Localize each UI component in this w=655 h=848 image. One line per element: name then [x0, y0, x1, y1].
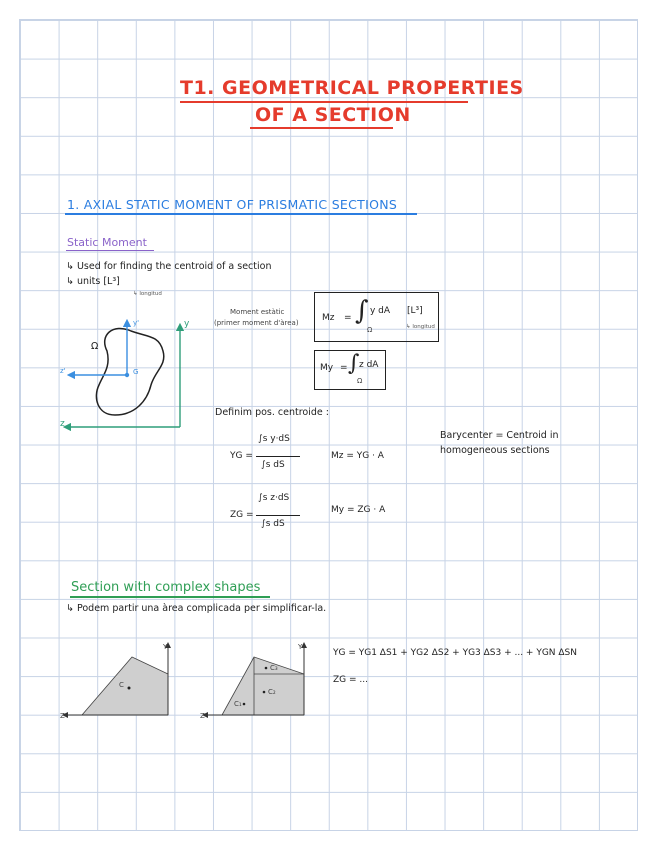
bullet-centroid: ↳ Used for finding the centroid of a section	[66, 261, 272, 272]
formula-my-integrand: z dA	[359, 360, 379, 370]
zg-numerator: ∫s z·dS	[258, 493, 290, 503]
yg-lhs: YG =	[230, 451, 253, 461]
label-z: z	[60, 419, 65, 429]
fig2-label-c1: C₁	[234, 700, 242, 708]
formula-mz-lhs: Mz	[322, 313, 335, 323]
centroid-point	[125, 373, 129, 377]
formula-mz-integrand: y dA	[370, 306, 391, 316]
yg-relation: Mz = YG · A	[331, 451, 384, 461]
centroid-c3-dot	[265, 667, 268, 670]
zg-relation: My = ZG · A	[331, 505, 386, 515]
zg-lhs: ZG =	[230, 510, 254, 520]
units-note: ↳ longitud	[133, 291, 162, 297]
complex-shapes-heading: Section with complex shapes	[71, 580, 261, 595]
complex-shape-figure-2	[200, 642, 320, 722]
formula-mz-domain: Ω	[367, 326, 373, 334]
shape-1-polygon	[82, 657, 168, 715]
label-zprime: z'	[60, 367, 66, 375]
title-underline-2	[250, 127, 393, 129]
zg-fraction-bar	[256, 515, 300, 516]
label-G: G	[133, 368, 139, 376]
zg-denominator: ∫s dS	[261, 519, 285, 529]
complex-shapes-underline	[70, 596, 270, 598]
formula-my-lhs: My	[320, 363, 334, 373]
fig1-label-y: Y	[163, 643, 168, 651]
bullet-units: ↳ units [L³]	[66, 276, 120, 287]
barycenter-note-2: homogeneous sections	[440, 445, 550, 456]
moment-label-2: (primer moment d'àrea)	[214, 319, 299, 327]
section-1-heading: 1. AXIAL STATIC MOMENT OF PRISMATIC SECTIONS	[67, 197, 398, 212]
label-yprime: y'	[133, 319, 140, 327]
yg-fraction-bar	[256, 456, 300, 457]
composite-zg-formula: ZG = ...	[333, 675, 368, 685]
centroid-c-dot	[128, 687, 131, 690]
fig2-label-y: Y	[298, 643, 303, 651]
yg-denominator: ∫s dS	[261, 460, 285, 470]
title-underline-1	[180, 101, 468, 103]
formula-mz-units: [L³]	[407, 306, 423, 316]
formula-my-domain: Ω	[357, 377, 363, 385]
composite-yg-formula: YG = YG1 ΔS1 + YG2 ΔS2 + YG3 ΔS3 + ... + YGN ΔSN	[333, 648, 577, 658]
integral-sign-my: ∫	[348, 351, 360, 376]
formula-mz-note: ↳ longitud	[406, 324, 435, 330]
centroid-figure	[55, 315, 205, 435]
fig2-label-z: Z	[200, 712, 205, 720]
section-1-underline	[65, 213, 417, 215]
integral-sign-mz: ∫	[355, 296, 369, 326]
moment-label-1: Moment estàtic	[230, 308, 285, 316]
static-moment-subheading: Static Moment	[67, 236, 147, 249]
static-moment-underline	[66, 250, 154, 251]
complex-shapes-bullet: ↳ Podem partir una àrea complicada per simplificar-la.	[66, 603, 327, 614]
centroid-c2-dot	[263, 691, 266, 694]
fig1-label-c: C	[119, 681, 124, 689]
formula-mz-equals: =	[344, 313, 352, 323]
centroid-c1-dot	[243, 703, 246, 706]
barycenter-note-1: Barycenter = Centroid in	[440, 430, 559, 441]
blob-shape	[96, 328, 163, 415]
label-omega: Ω	[91, 341, 99, 352]
fig2-label-c3: C₃	[270, 664, 278, 672]
page-title-line-1: T1. GEOMETRICAL PROPERTIES	[180, 77, 524, 99]
formula-my-equals: =	[340, 363, 348, 373]
centroid-definition-title: Definim pos. centroide :	[215, 407, 329, 418]
fig1-label-z: Z	[60, 712, 65, 720]
yg-numerator: ∫s y·dS	[258, 434, 290, 444]
label-y: y	[184, 319, 190, 329]
fig2-label-c2: C₂	[268, 688, 276, 696]
page-title-line-2: OF A SECTION	[255, 104, 411, 126]
